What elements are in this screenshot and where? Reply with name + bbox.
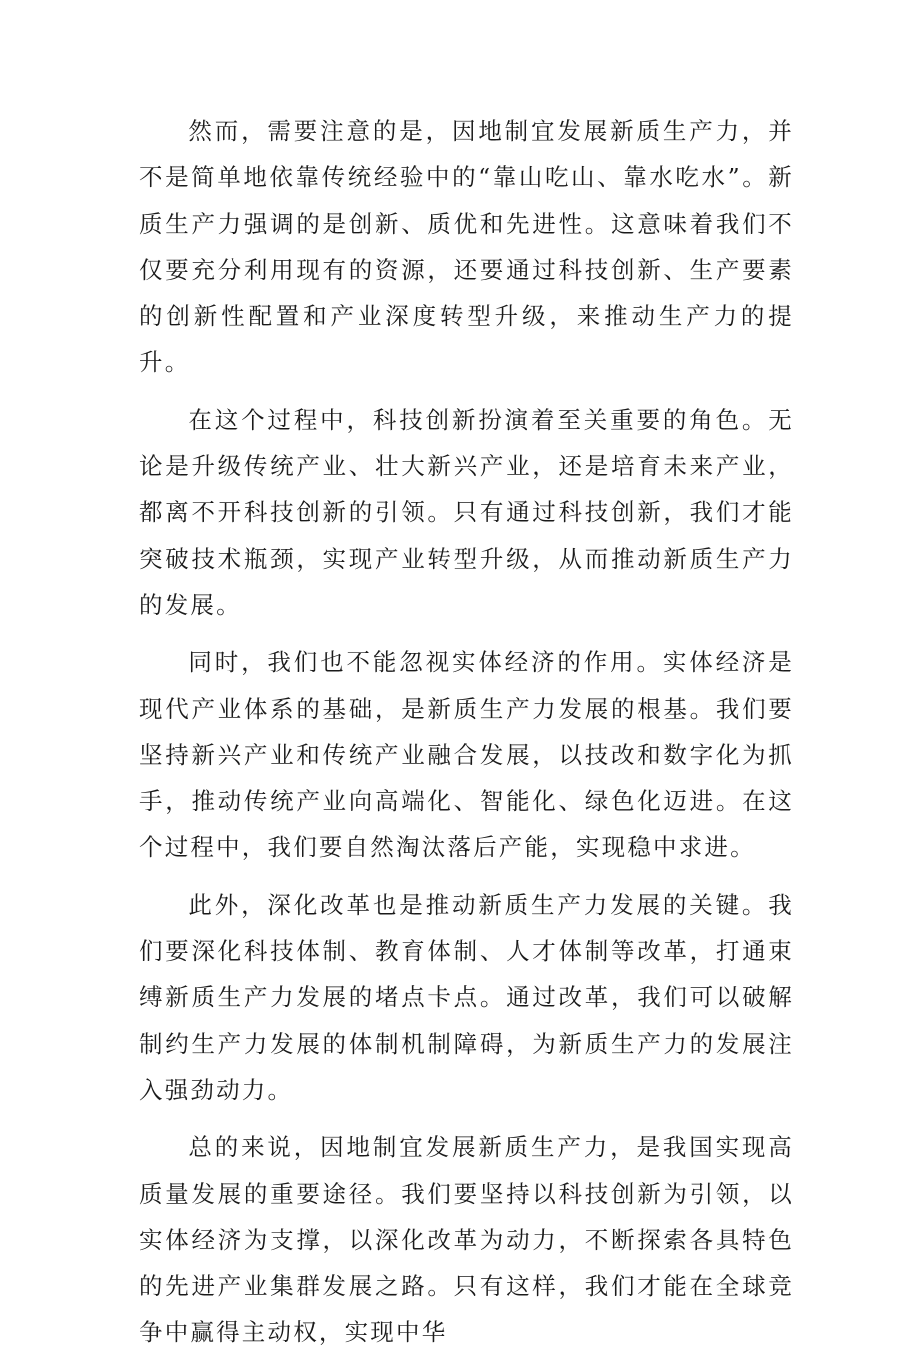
document-body [139, 108, 794, 1367]
paragraph-5: 总的来说，因地制宜发展新质生产力，是我国实现高质量发展的重要途径。我们要坚持以科技创新为引领，以实体经济为支撑，以深化改革为动力，不断探索各具特色的先进产业集群发展之路。只有这样，我们才能在全球竞争中赢得主动权，实现中华 [139, 1133, 794, 1347]
paragraph-2: 在这个过程中，科技创新扮演着至关重要的角色。无论是升级传统产业、壮大新兴产业，还是培育未来产业，都离不开科技创新的引领。只有通过科技创新，我们才能突破技术瓶颈，实现产业转型升级，从而推动新质生产力的发展。 [139, 405, 794, 619]
paragraph-3: 同时，我们也不能忽视实体经济的作用。实体经济是现代产业体系的基础，是新质生产力发展的根基。我们要坚持新兴产业和传统产业融合发展，以技改和数字化为抓手，推动传统产业向高端化、智能化、绿色化迈进。在这个过程中，我们要自然淘汰落后产能，实现稳中求进。 [139, 648, 794, 862]
paragraph-4: 此外，深化改革也是推动新质生产力发展的关键。我们要深化科技体制、教育体制、人才体制等改革，打通束缚新质生产力发展的堵点卡点。通过改革，我们可以破解制约生产力发展的体制机制障碍，为新质生产力的发展注入强劲动力。 [139, 890, 794, 1104]
paragraph-1: 然而，需要注意的是，因地制宜发展新质生产力，并不是简单地依靠传统经验中的“靠山吃山、靠水吃水”。新质生产力强调的是创新、质优和先进性。这意味着我们不仅要充分利用现有的资源，还要通过科技创新、生产要素的创新性配置和产业深度转型升级，来推动生产力的提升。 [139, 117, 794, 377]
